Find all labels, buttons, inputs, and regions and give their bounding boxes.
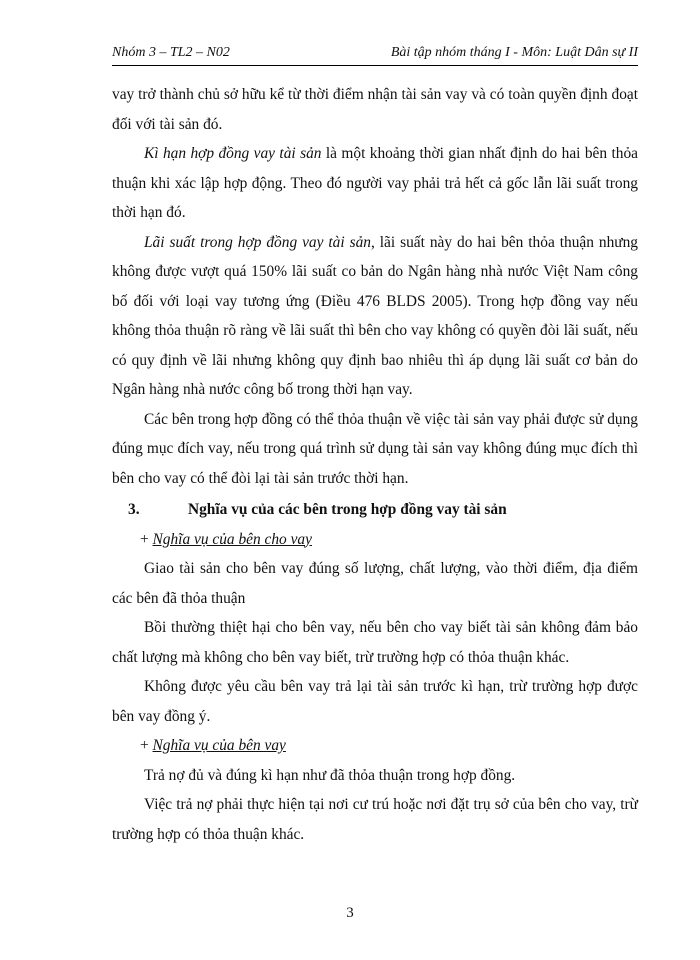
borrower-obligations-heading: [112, 731, 638, 761]
borrower-obligation-item: Việc trả nợ phải thực hiện tại nơi cư trú hoặc nơi đặt trụ sở của bên cho vay, trừ trường hợp có thỏa thuận khác.: [112, 796, 638, 843]
paragraph-continuation: vay trở thành chủ sở hữu kể từ thời điểm nhận tài sản vay và có toàn quyền định đoạt đối với tài sản đó.: [112, 86, 638, 133]
section-heading: [112, 495, 638, 525]
section-title: Nghĩa vụ của các bên trong hợp đồng vay tài sản: [188, 501, 507, 518]
header-course-info: Bài tập nhóm tháng I - Môn: Luật Dân sự II: [390, 45, 638, 60]
borrower-obligations-label: Nghĩa vụ của bên vay: [152, 737, 286, 754]
lender-obligations-label: Nghĩa vụ của bên cho vay: [152, 530, 312, 548]
page-header: [112, 43, 638, 66]
header-group-info: Nhóm 3 – TL2 – N02: [112, 45, 230, 60]
term-loan-term: Kì hạn hợp đồng vay tài sản: [144, 145, 322, 162]
loan-term-text: là một khoảng thời gian nhất định do hai bên thỏa thuận khi xác lập hợp động. Theo đó người vay phải trả hết cả gốc lẫn lãi suất trong thời hạn đó.: [112, 145, 638, 221]
section-number: 3.: [128, 501, 140, 518]
lender-obligation-item: Không được yêu cầu bên vay trả lại tài sản trước kì hạn, trừ trường hợp được bên vay đồng ý.: [112, 678, 638, 725]
lender-prefix: +: [140, 530, 153, 548]
paragraph-loan-term: [112, 139, 638, 228]
interest-rate-text: , lãi suất này do hai bên thỏa thuận nhưng không được vượt quá 150% lãi suất co bản do Ngân hàng nhà nước Việt Nam công bố đối với loại vay tương ứng (Điều 476 BLDS 2005). Trong hợp đồng vay nếu không thỏa thuận rõ ràng về lãi suất thì bên cho vay không có quyền đòi lãi suất, nếu có quy định về lãi nhưng không quy định bao nhiêu thì áp dụng lãi suất cơ bản do Ngân hàng nhà nước công bố trong thời hạn vay.: [112, 233, 638, 398]
lender-obligations-heading: [112, 525, 638, 555]
term-interest-rate: Lãi suất trong hợp đồng vay tài sản: [144, 233, 371, 251]
borrower-obligation-item: Trả nợ đủ và đúng kì hạn như đã thỏa thuận trong hợp đồng.: [144, 766, 516, 784]
page-number: 3: [346, 905, 354, 921]
lender-obligation-item: Giao tài sản cho bên vay đúng số lượng, chất lượng, vào thời điểm, địa điểm các bên đã thỏa thuận: [112, 560, 638, 607]
paragraph-interest-rate: [112, 228, 638, 405]
paragraph-purpose: Các bên trong hợp đồng có thể thỏa thuận về việc tài sản vay phải được sử dụng đúng mục đích vay, nếu trong quá trình sử dụng tài sản vay không đúng mục đích thì bên cho vay có thể đòi lại tài sản trước thời hạn.: [112, 410, 638, 487]
lender-obligation-item: Bồi thường thiệt hại cho bên vay, nếu bên cho vay biết tài sản không đảm bảo chất lượng mà không cho bên vay biết, trừ trường hợp có thỏa thuận khác.: [112, 619, 638, 666]
document-body: [112, 80, 638, 849]
borrower-prefix: +: [140, 737, 153, 754]
